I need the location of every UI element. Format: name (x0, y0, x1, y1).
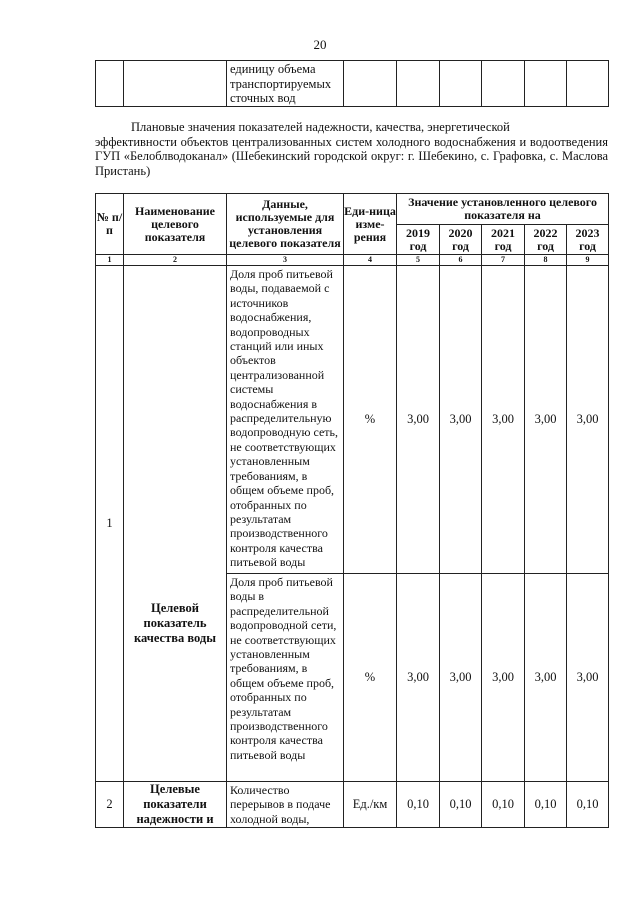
header-num: № п/п (96, 194, 124, 255)
header-data: Данные, используемые для установления целевого показателя (227, 194, 344, 255)
header-year: 2021 год (482, 225, 525, 255)
row-number: 1 (96, 266, 124, 782)
table-row (96, 266, 609, 574)
column-index: 2 (124, 255, 227, 266)
table-row (96, 61, 609, 107)
continuation-text: единицу объема транспортируемых сточных вод (227, 61, 344, 107)
value-cell: 3,00 (397, 266, 440, 574)
value-cell: 3,00 (567, 266, 609, 574)
unit-cell: Ед./км (344, 782, 397, 828)
value-cell: 3,00 (525, 266, 567, 574)
column-index: 7 (482, 255, 525, 266)
header-value-group: Значение установленного целевого показателя на (397, 194, 609, 225)
column-index: 5 (397, 255, 440, 266)
value-cell: 3,00 (482, 574, 525, 782)
unit-cell: % (344, 266, 397, 574)
value-cell: 3,00 (440, 574, 482, 782)
indicator-description: Доля проб питьевой воды, подаваемой с источников водоснабжения, водопроводных станций или иных объектов централизованной системы водоснабжения в распределительную водопроводную сеть, не соответствующих установленным требованиям, в общем объеме проб, отобранных по результатам производственного контроля качества питьевой воды (227, 266, 344, 574)
header-unit: Еди-ница изме-рения (344, 194, 397, 255)
value-cell: 3,00 (482, 266, 525, 574)
indicator-name: Целевой показатель качества воды (124, 266, 227, 782)
column-index: 3 (227, 255, 344, 266)
value-cell: 3,00 (440, 266, 482, 574)
column-index: 4 (344, 255, 397, 266)
column-index: 9 (567, 255, 609, 266)
value-cell: 0,10 (440, 782, 482, 828)
header-name: Наименование целевого показателя (124, 194, 227, 255)
paragraph-first-line: Плановые значения показателей надежности, качества, энергетической (131, 120, 510, 134)
row-number: 2 (96, 782, 124, 828)
intro-paragraph (95, 120, 608, 178)
header-year: 2023 год (567, 225, 609, 255)
unit-cell: % (344, 574, 397, 782)
indicator-name: Целевые показатели надежности и (124, 782, 227, 828)
column-index: 1 (96, 255, 124, 266)
column-index: 6 (440, 255, 482, 266)
header-year: 2022 год (525, 225, 567, 255)
value-cell: 3,00 (525, 574, 567, 782)
header-year: 2020 год (440, 225, 482, 255)
value-cell: 3,00 (567, 574, 609, 782)
value-cell: 0,10 (482, 782, 525, 828)
table-row (96, 782, 609, 828)
continuation-table (95, 60, 609, 107)
paragraph-body: эффективности объектов централизованных систем холодного водоснабжения и водоотведения ГУП «Белоблводоканал» (Шебекинский городской округ: г. Шебекино, с. Графовка, с. Маслова Пристань) (95, 134, 608, 178)
header-year: 2019 год (397, 225, 440, 255)
value-cell: 0,10 (397, 782, 440, 828)
indicator-description: Количество перерывов в подаче холодной воды, (227, 782, 344, 828)
value-cell: 0,10 (525, 782, 567, 828)
indicators-table (95, 193, 609, 828)
header-row (96, 194, 609, 225)
column-index-row (96, 255, 609, 266)
indicator-description: Доля проб питьевой воды в распределительной водопроводной сети, не соответствующих установленным требованиям, в общем объеме проб, отобранных по результатам производственного контроля качества питьевой воды (227, 574, 344, 782)
value-cell: 0,10 (567, 782, 609, 828)
column-index: 8 (525, 255, 567, 266)
page-number: 20 (313, 37, 327, 52)
value-cell: 3,00 (397, 574, 440, 782)
